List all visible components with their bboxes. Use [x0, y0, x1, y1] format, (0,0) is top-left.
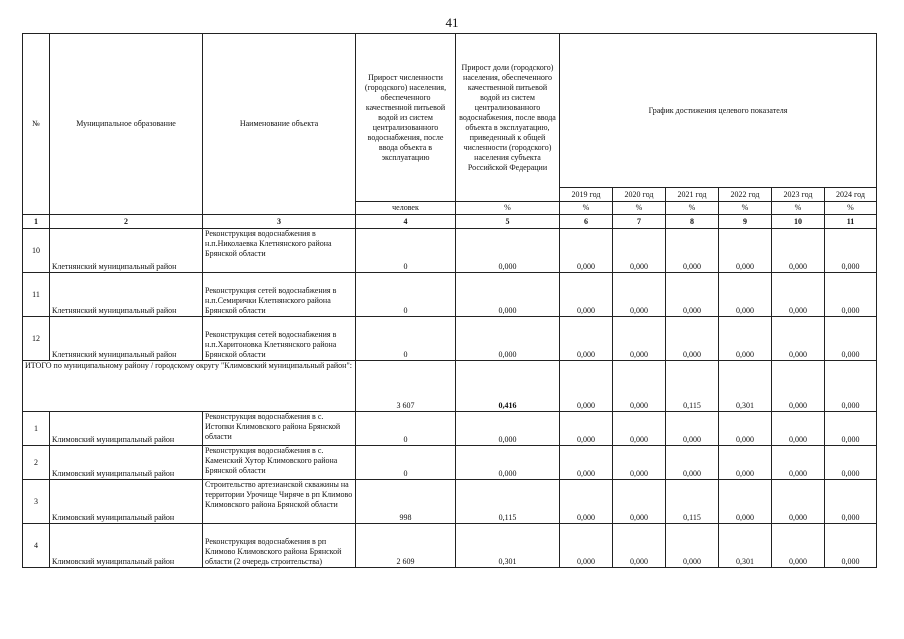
year-value-cell: 0,000: [719, 229, 772, 273]
header-year: 2024 год: [825, 188, 877, 202]
row-number: 12: [23, 317, 50, 361]
population-cell: 2 609: [356, 524, 456, 568]
unit-year: %: [825, 202, 877, 215]
total-population: 3 607: [356, 361, 456, 412]
unit-year: %: [772, 202, 825, 215]
total-year-value: 0,000: [560, 361, 613, 412]
unit-share: %: [456, 202, 560, 215]
column-index: 2: [50, 215, 203, 229]
header-year: 2023 год: [772, 188, 825, 202]
column-index: 11: [825, 215, 877, 229]
row-number: 2: [23, 446, 50, 480]
table-row: [23, 524, 877, 568]
header-year: 2021 год: [666, 188, 719, 202]
share-cell: 0,000: [456, 446, 560, 480]
share-cell: 0,000: [456, 412, 560, 446]
year-value-cell: 0,000: [613, 273, 666, 317]
total-share: 0,416: [456, 361, 560, 412]
year-value-cell: 0,000: [666, 273, 719, 317]
year-value-cell: 0,000: [719, 273, 772, 317]
object-cell: Строительство артезианской скважины на территории Урочище Чиряче в рп Климово Климовского района Брянской области: [203, 480, 356, 524]
municipality-cell: Клетнянский муниципальный район: [50, 229, 203, 273]
year-value-cell: 0,000: [772, 229, 825, 273]
municipality-cell: Климовский муниципальный район: [50, 412, 203, 446]
year-value-cell: 0,000: [560, 480, 613, 524]
column-index: 1: [23, 215, 50, 229]
share-cell: 0,000: [456, 273, 560, 317]
header-year: 2019 год: [560, 188, 613, 202]
header-row: [23, 34, 877, 188]
municipality-cell: Климовский муниципальный район: [50, 524, 203, 568]
header-share-growth: Прирост доли (городского) населения, обеспеченного качественной питьевой водой из систем централизованного водоснабжения, после ввода объекта в эксплуатацию, приведенный к общей численности (городского) населения субъекта Российской Федерации: [456, 34, 560, 202]
year-value-cell: 0,000: [613, 480, 666, 524]
table-row: [23, 446, 877, 480]
unit-population: человек: [356, 202, 456, 215]
share-cell: 0,115: [456, 480, 560, 524]
page-number: 41: [445, 15, 459, 30]
year-value-cell: 0,000: [613, 412, 666, 446]
header-no: №: [23, 34, 50, 215]
year-value-cell: 0,000: [719, 412, 772, 446]
population-cell: 0: [356, 446, 456, 480]
municipality-cell: Клетнянский муниципальный район: [50, 273, 203, 317]
municipality-cell: Климовский муниципальный район: [50, 480, 203, 524]
population-cell: 998: [356, 480, 456, 524]
year-value-cell: 0,301: [719, 524, 772, 568]
year-value-cell: 0,000: [666, 446, 719, 480]
header-year: 2020 год: [613, 188, 666, 202]
column-index-row: [23, 215, 877, 229]
year-value-cell: 0,000: [772, 524, 825, 568]
year-value-cell: 0,000: [825, 480, 877, 524]
year-value-cell: 0,000: [825, 446, 877, 480]
population-cell: 0: [356, 317, 456, 361]
municipality-cell: Климовский муниципальный район: [50, 446, 203, 480]
unit-year: %: [666, 202, 719, 215]
year-value-cell: 0,000: [666, 229, 719, 273]
object-cell: Реконструкция сетей водоснабжения в н.п.Харитоновка Клетнянского района Брянской области: [203, 317, 356, 361]
object-cell: Реконструкция водоснабжения в с. Каменский Хутор Климовского района Брянской области: [203, 446, 356, 480]
total-year-value: 0,301: [719, 361, 772, 412]
year-value-cell: 0,000: [772, 273, 825, 317]
year-value-cell: 0,000: [772, 412, 825, 446]
year-value-cell: 0,000: [666, 524, 719, 568]
total-year-value: 0,000: [772, 361, 825, 412]
population-cell: 0: [356, 412, 456, 446]
year-value-cell: 0,000: [560, 317, 613, 361]
year-value-cell: 0,000: [560, 524, 613, 568]
year-value-cell: 0,000: [666, 412, 719, 446]
target-indicator-table: [22, 33, 877, 568]
row-number: 11: [23, 273, 50, 317]
column-index: 3: [203, 215, 356, 229]
year-value-cell: 0,000: [666, 317, 719, 361]
column-index: 7: [613, 215, 666, 229]
year-value-cell: 0,000: [719, 317, 772, 361]
column-index: 5: [456, 215, 560, 229]
header-year: 2022 год: [719, 188, 772, 202]
unit-year: %: [560, 202, 613, 215]
share-cell: 0,000: [456, 229, 560, 273]
object-cell: Реконструкция сетей водоснабжения в н.п.Семирички Клетнянского района Брянской области: [203, 273, 356, 317]
total-year-value: 0,000: [613, 361, 666, 412]
row-number: 3: [23, 480, 50, 524]
year-value-cell: 0,000: [613, 446, 666, 480]
year-value-cell: 0,000: [560, 273, 613, 317]
year-value-cell: 0,000: [560, 446, 613, 480]
year-value-cell: 0,000: [772, 480, 825, 524]
column-index: 4: [356, 215, 456, 229]
table-row: [23, 273, 877, 317]
header-municipality: Муниципальное образование: [50, 34, 203, 215]
year-value-cell: 0,000: [719, 446, 772, 480]
year-value-cell: 0,000: [825, 229, 877, 273]
year-value-cell: 0,000: [825, 317, 877, 361]
total-year-value: 0,000: [825, 361, 877, 412]
row-number: 4: [23, 524, 50, 568]
column-index: 10: [772, 215, 825, 229]
year-value-cell: 0,000: [560, 229, 613, 273]
year-value-cell: 0,000: [719, 480, 772, 524]
table-row: [23, 229, 877, 273]
year-value-cell: 0,000: [825, 273, 877, 317]
year-value-cell: 0,115: [666, 480, 719, 524]
total-year-value: 0,115: [666, 361, 719, 412]
unit-year: %: [719, 202, 772, 215]
population-cell: 0: [356, 229, 456, 273]
row-number: 1: [23, 412, 50, 446]
object-cell: Реконструкция водоснабжения в н.п.Николаевка Клетнянского района Брянской области: [203, 229, 356, 273]
header-object-name: Наименование объекта: [203, 34, 356, 215]
year-value-cell: 0,000: [613, 524, 666, 568]
year-value-cell: 0,000: [825, 524, 877, 568]
year-value-cell: 0,000: [772, 446, 825, 480]
header-schedule: График достижения целевого показателя: [560, 34, 877, 188]
municipality-cell: Клетнянский муниципальный район: [50, 317, 203, 361]
header-population-growth: Прирост численности (городского) населения, обеспеченного качественной питьевой водой из систем централизованного водоснабжения, после ввода объекта в эксплуатацию: [356, 34, 456, 202]
object-cell: Реконструкция водоснабжения в с. Истопки Климовского района Брянской области: [203, 412, 356, 446]
object-cell: Реконструкция водоснабжения в рп Климово Климовского района Брянской области (2 очередь строительства): [203, 524, 356, 568]
row-number: 10: [23, 229, 50, 273]
year-value-cell: 0,000: [772, 317, 825, 361]
column-index: 9: [719, 215, 772, 229]
year-value-cell: 0,000: [560, 412, 613, 446]
table-row: [23, 480, 877, 524]
table-row: [23, 412, 877, 446]
column-index: 8: [666, 215, 719, 229]
unit-year: %: [613, 202, 666, 215]
total-row: [23, 361, 877, 412]
share-cell: 0,000: [456, 317, 560, 361]
population-cell: 0: [356, 273, 456, 317]
year-value-cell: 0,000: [613, 317, 666, 361]
table-row: [23, 317, 877, 361]
total-label: ИТОГО по муниципальному району / городскому округу "Климовский муниципальный район":: [23, 361, 356, 412]
year-value-cell: 0,000: [613, 229, 666, 273]
share-cell: 0,301: [456, 524, 560, 568]
column-index: 6: [560, 215, 613, 229]
year-value-cell: 0,000: [825, 412, 877, 446]
